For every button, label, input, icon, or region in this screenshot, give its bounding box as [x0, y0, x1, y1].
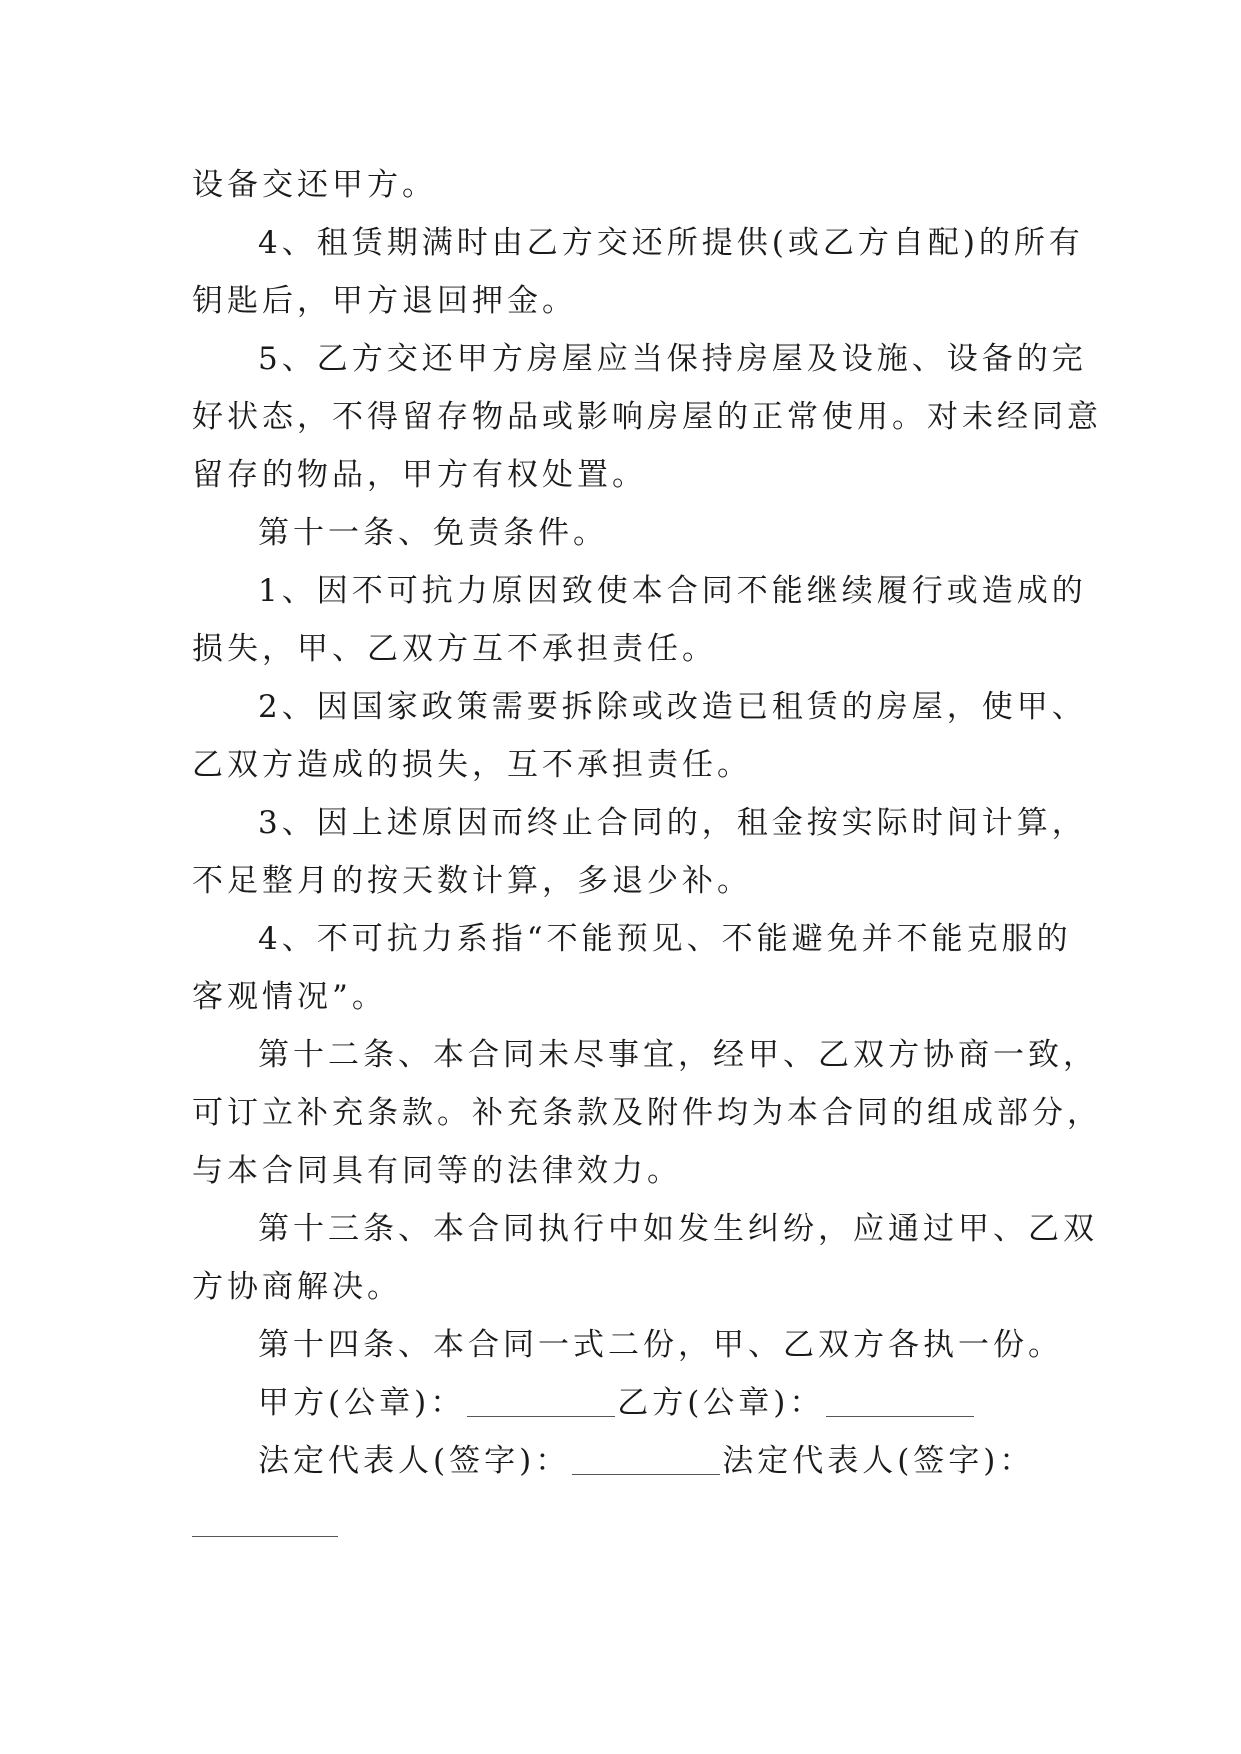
section-heading: 第十一条、免责条件。: [258, 515, 608, 551]
rep-a-label: 法定代表人(签字)：: [258, 1443, 571, 1479]
signature-parties-line: [258, 1383, 976, 1423]
text-line: 与本合同具有同等的法律效力。: [192, 1153, 682, 1189]
rep-a-blank: [572, 1444, 720, 1475]
text-line: 3、因上述原因而终止合同的，租金按实际时间计算，: [258, 805, 1087, 841]
text-line: 损失，甲、乙双方互不承担责任。: [192, 631, 717, 667]
party-a-label: 甲方(公章)：: [258, 1385, 466, 1421]
text-line: 设备交还甲方。: [192, 167, 437, 203]
party-b-blank: [826, 1386, 974, 1417]
text-line: 留存的物品，甲方有权处置。: [192, 457, 647, 493]
text-line: 4、不可抗力系指“不能预见、不能避免并不能克服的: [258, 921, 1072, 957]
text-line: 第十三条、本合同执行中如发生纠纷，应通过甲、乙双: [258, 1211, 1098, 1247]
text-line: 4、租赁期满时由乙方交还所提供(或乙方自配)的所有: [258, 225, 1084, 261]
party-a-blank: [467, 1386, 615, 1417]
text-line: 1、因不可抗力原因致使本合同不能继续履行或造成的: [258, 573, 1087, 609]
text-line: 好状态，不得留存物品或影响房屋的正常使用。对未经同意: [192, 399, 1102, 435]
text-line: 第十二条、本合同未尽事宜，经甲、乙双方协商一致，: [258, 1037, 1098, 1073]
text-line: 5、乙方交还甲方房屋应当保持房屋及设施、设备的完: [258, 341, 1087, 377]
rep-b-label: 法定代表人(签字)：: [722, 1443, 1035, 1479]
text-line: 2、因国家政策需要拆除或改造已租赁的房屋，使甲、: [258, 689, 1087, 725]
text-line: 可订立补充条款。补充条款及附件均为本合同的组成部分，: [192, 1095, 1102, 1131]
rep-b-blank: [192, 1536, 338, 1537]
party-b-label: 乙方(公章)：: [617, 1385, 825, 1421]
text-line: 方协商解决。: [192, 1269, 402, 1305]
text-line: 第十四条、本合同一式二份，甲、乙双方各执一份。: [258, 1327, 1063, 1363]
signature-reps-line: [258, 1441, 1034, 1481]
text-line: 不足整月的按天数计算，多退少补。: [192, 863, 752, 899]
text-line: 客观情况”。: [192, 979, 387, 1015]
text-line: 钥匙后，甲方退回押金。: [192, 283, 577, 319]
text-line: 乙双方造成的损失，互不承担责任。: [192, 747, 752, 783]
